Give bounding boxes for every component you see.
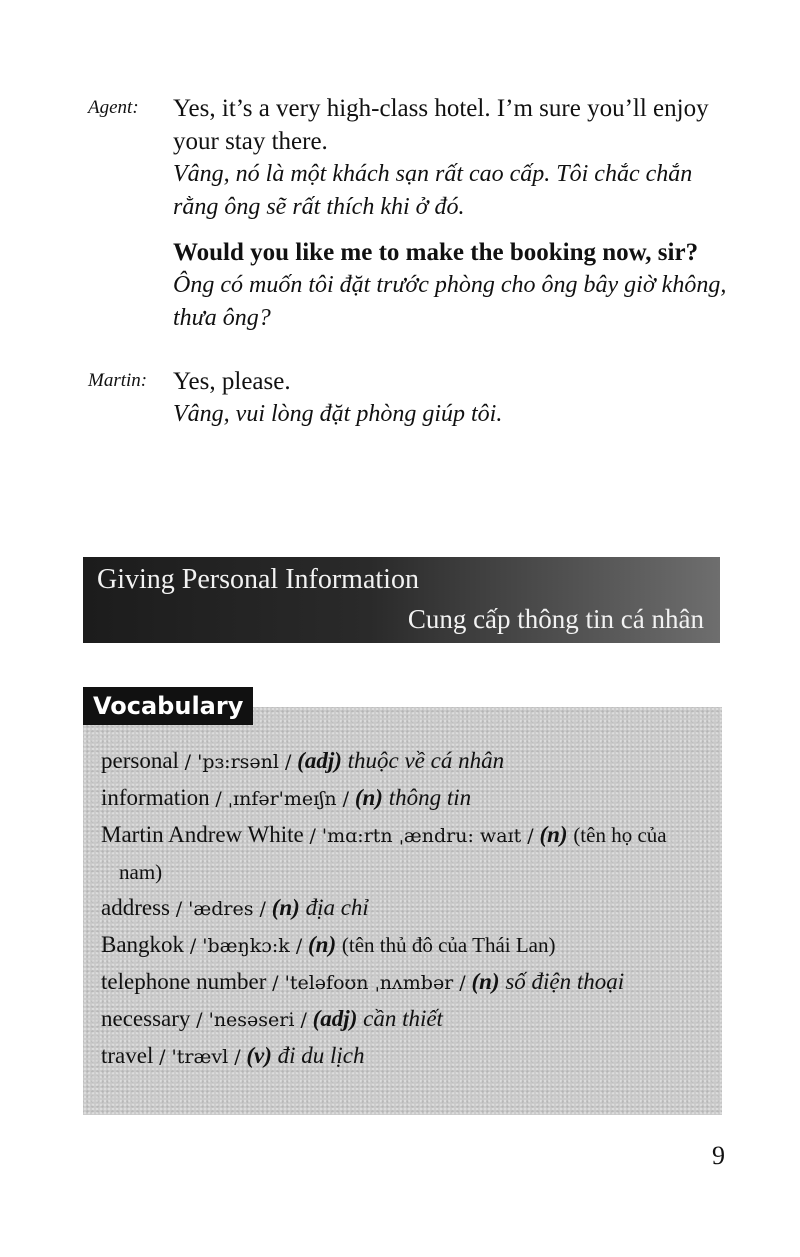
page-number: 9 xyxy=(712,1141,725,1170)
vocab-part-of-speech: (n) xyxy=(308,932,337,957)
vocab-word: address xyxy=(101,895,170,920)
vocabulary-item xyxy=(101,780,706,817)
vocab-part-of-speech: (n) xyxy=(471,969,500,994)
vocab-part-of-speech: (n) xyxy=(271,895,300,920)
vocab-word: Bangkok xyxy=(101,932,185,957)
vocab-meaning: địa chỉ xyxy=(305,895,369,920)
vocabulary-item xyxy=(101,743,706,780)
vocab-pronunciation: / 'nesəseri / xyxy=(196,1009,307,1031)
vocab-word: Martin Andrew White xyxy=(101,822,304,847)
vocab-part-of-speech: (n) xyxy=(354,785,383,810)
vocab-word: necessary xyxy=(101,1006,191,1031)
dialogue-turn-martin xyxy=(0,365,800,431)
vocabulary-item xyxy=(101,964,706,1001)
vocab-meaning: cần thiết xyxy=(363,1006,443,1031)
section-subtitle: Cung cấp thông tin cá nhân xyxy=(407,604,704,634)
dialogue-turn-agent xyxy=(0,92,800,335)
vocab-pronunciation: / 'ædres / xyxy=(175,898,266,920)
section-title: Giving Personal Information xyxy=(97,564,419,595)
vocab-pronunciation: / 'teləfoʊn ˌnʌmbər / xyxy=(272,972,466,994)
speaker-label: Agent: xyxy=(88,97,139,118)
section-banner xyxy=(83,557,720,643)
vocab-meaning: (tên họ của nam) xyxy=(119,823,667,884)
english-line: Yes, it’s a very high-class hotel. I’m sure you’ll enjoy your stay there. xyxy=(173,95,709,155)
turn-lines xyxy=(173,365,733,431)
vocab-part-of-speech: (n) xyxy=(539,822,568,847)
vocab-pronunciation: / 'bæŋkɔ:k / xyxy=(189,935,303,957)
vocab-part-of-speech: (adj) xyxy=(297,748,342,773)
vocab-part-of-speech: (adj) xyxy=(312,1006,358,1031)
vocab-word: travel xyxy=(101,1043,154,1068)
vietnamese-translation: Vâng, nó là một khách sạn rất cao cấp. Tôi chắc chắn rằng ông sẽ rất thích khi ở đó. xyxy=(173,161,693,220)
vocab-word: telephone number xyxy=(101,969,267,994)
vocab-meaning: (tên thủ đô của Thái Lan) xyxy=(341,933,556,957)
vocab-meaning: thuộc về cá nhân xyxy=(347,748,505,773)
turn-lines xyxy=(173,92,733,335)
english-line-key-phrase: Would you like me to make the booking now, sir? xyxy=(173,239,699,266)
vocab-part-of-speech: (v) xyxy=(246,1043,272,1068)
vocabulary-item xyxy=(101,1001,706,1038)
vocab-pronunciation: / ˌɪnfər'meɪʃn / xyxy=(215,788,350,810)
vocab-meaning: đi du lịch xyxy=(277,1043,365,1068)
english-line: Yes, please. xyxy=(173,368,291,395)
vocabulary-item xyxy=(101,817,706,890)
vocab-meaning: số điện thoại xyxy=(505,969,625,994)
speaker-label: Martin: xyxy=(88,370,148,391)
vietnamese-translation: Vâng, vui lòng đặt phòng giúp tôi. xyxy=(173,401,503,427)
vietnamese-translation: Ông có muốn tôi đặt trước phòng cho ông bây giờ không, thưa ông? xyxy=(173,272,727,331)
vocab-pronunciation: / 'pɜ:rsənl / xyxy=(184,751,292,773)
vocab-pronunciation: / 'trævl / xyxy=(159,1046,241,1068)
vocabulary-label: Vocabulary xyxy=(83,687,253,725)
dialogue xyxy=(0,92,800,461)
vocabulary-item xyxy=(101,927,706,964)
vocab-pronunciation: / 'mɑ:rtn ˌændru: waɪt / xyxy=(309,825,534,847)
vocabulary-item xyxy=(101,890,706,927)
vocab-meaning: thông tin xyxy=(388,785,472,810)
vocabulary-list xyxy=(101,743,706,1075)
vocab-word: information xyxy=(101,785,210,810)
vocabulary-box xyxy=(83,692,722,1115)
vocab-word: personal xyxy=(101,748,179,773)
vocabulary-item xyxy=(101,1038,706,1075)
